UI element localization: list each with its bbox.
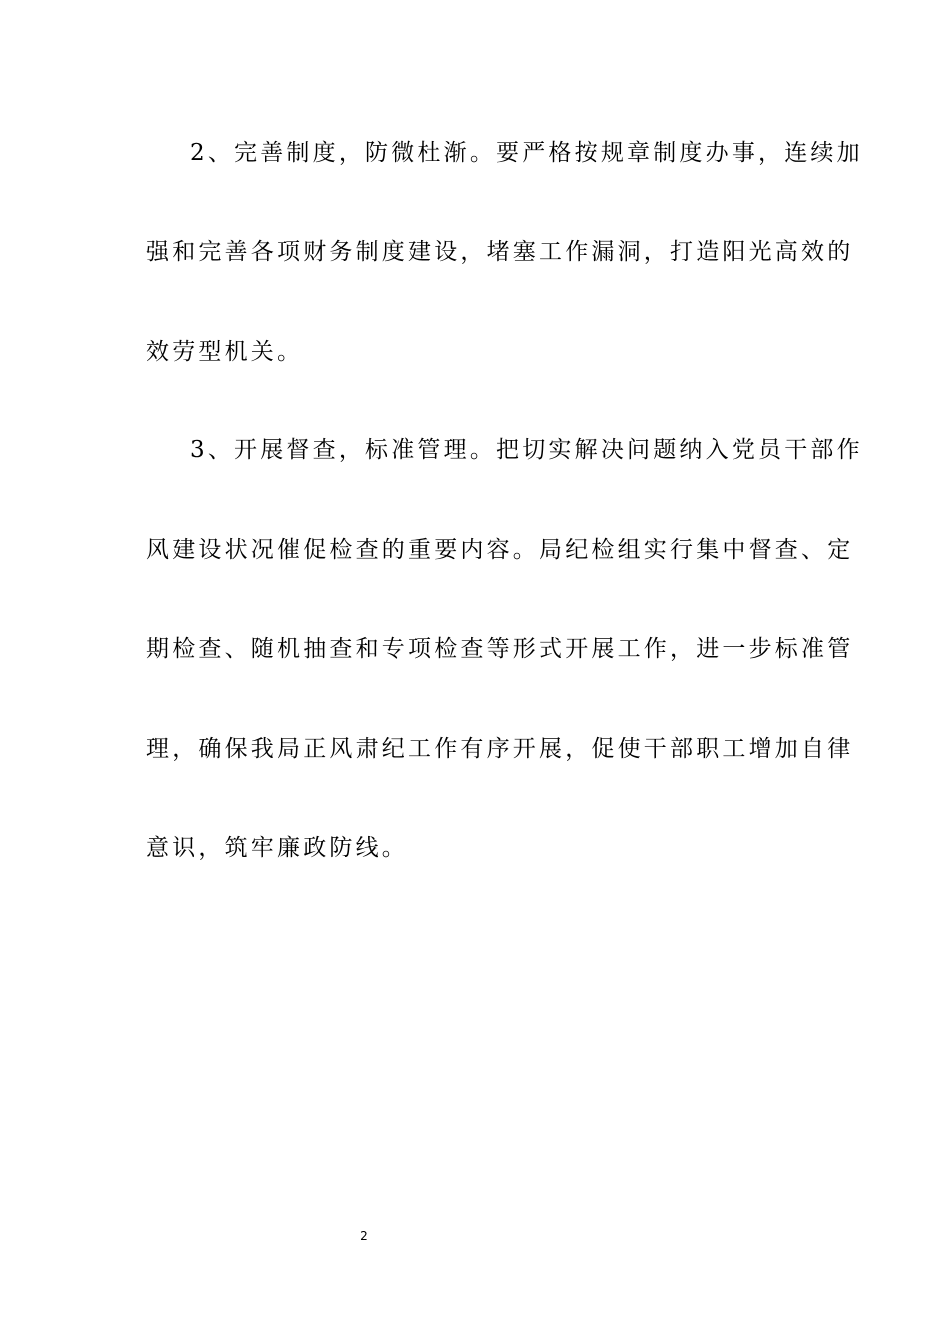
paragraph-line: 强和完善各项财务制度建设，堵塞工作漏洞，打造阳光高效的 <box>146 239 854 265</box>
paragraph-line: 期检查、随机抽查和专项检查等形式开展工作，进一步标准管 <box>146 636 854 662</box>
page-number: 2 <box>360 1229 368 1243</box>
paragraph-line: 理，确保我局正风肃纪工作有序开展，促使干部职工增加自律 <box>146 736 854 762</box>
paragraph-line: 2、完善制度，防微杜渐。要严格按规章制度办事，连续加 <box>190 140 863 166</box>
paragraph-line: 风建设状况催促检查的重要内容。局纪检组实行集中督查、定 <box>146 537 854 563</box>
paragraph-line: 意识，筑牢廉政防线。 <box>146 835 408 861</box>
paragraph-line: 效劳型机关。 <box>146 339 304 365</box>
paragraph-line: 3、开展督查，标准管理。把切实解决问题纳入党员干部作 <box>190 437 863 463</box>
